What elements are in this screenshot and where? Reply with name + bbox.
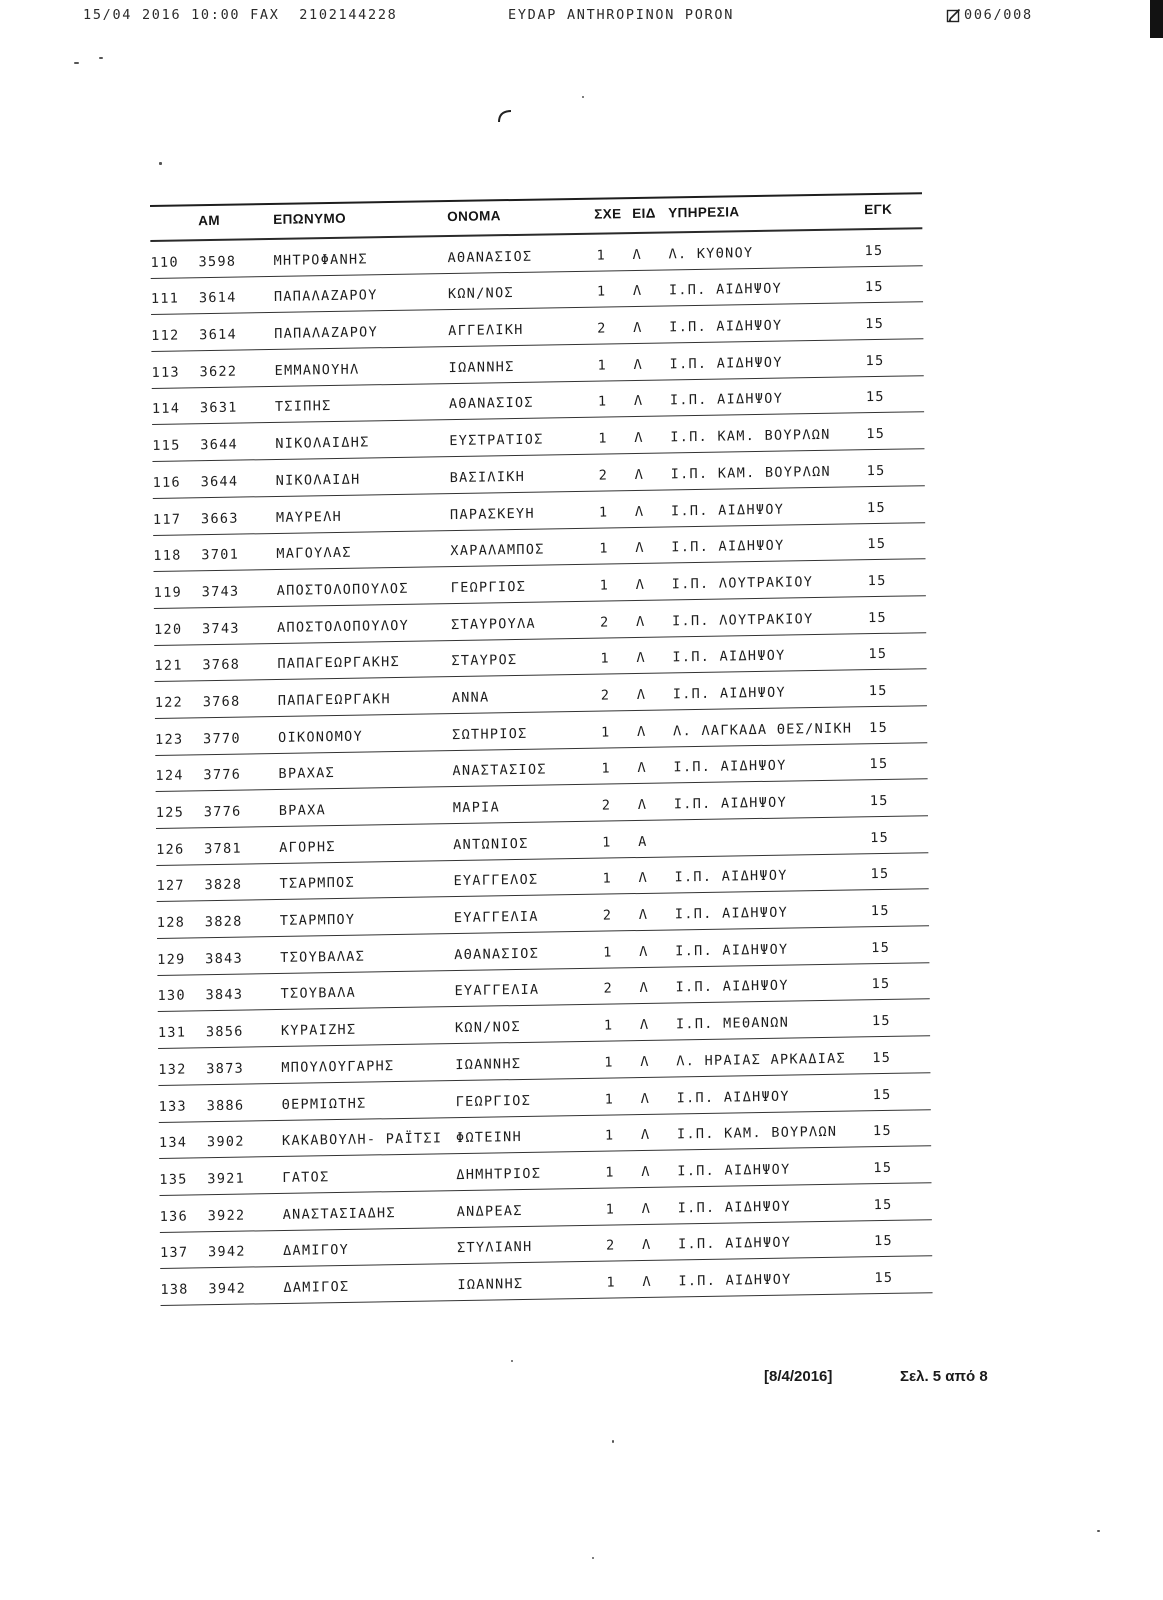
fax-organization: EYDAP ANTHROPINON PORON — [508, 7, 735, 23]
am-cell: 3873 — [206, 1060, 245, 1078]
first-name-cell: ΣΤΑΥΡΟΥΛΑ — [450, 615, 537, 633]
row-number: 135 — [159, 1171, 188, 1188]
surname-cell: ΑΓΟΡΗΣ — [279, 838, 336, 856]
am-cell: 3631 — [199, 400, 238, 417]
am-cell: 3743 — [201, 583, 240, 601]
service-cell: Ι.Π. ΑΙΔΗΨΟΥ — [676, 1088, 790, 1106]
egk-cell: 15 — [873, 1159, 893, 1177]
row-number: 112 — [151, 327, 180, 345]
first-name-cell: ΑΘΑΝΑΣΙΟΣ — [448, 395, 534, 413]
surname-cell: ΑΠΟΣΤΟΛΟΠΟΥΛΟΥ — [276, 617, 410, 636]
surname-cell: ΜΠΟΥΛΟΥΓΑΡΗΣ — [281, 1057, 395, 1076]
am-cell: 3598 — [198, 253, 237, 270]
first-name-cell: ΑΝΝΑ — [451, 689, 490, 707]
scan-speck — [1097, 1530, 1100, 1532]
row-number: 116 — [152, 474, 182, 491]
eid-cell: Λ — [633, 393, 644, 410]
am-cell: 3776 — [203, 766, 242, 784]
service-cell: Ι.Π. ΑΙΔΗΨΟΥ — [674, 867, 788, 886]
first-name-cell: ΔΗΜΗΤΡΙΟΣ — [456, 1165, 542, 1183]
row-number: 134 — [158, 1134, 188, 1152]
am-cell: 3843 — [205, 987, 244, 1004]
eid-cell: Λ — [640, 1090, 651, 1107]
service-cell: Ι.Π. ΑΙΔΗΨΟΥ — [672, 647, 786, 666]
eid-cell: Λ — [641, 1237, 652, 1254]
fax-page-icon — [946, 8, 961, 23]
first-name-cell: ΑΘΑΝΑΣΙΟΣ — [454, 945, 540, 963]
surname-cell: ΕΜΜΑΝΟΥΗΛ — [274, 361, 360, 379]
sxe-cell: 2 — [602, 907, 613, 924]
egk-cell: 15 — [868, 646, 888, 663]
surname-cell: ΠΑΠΑΓΕΩΡΓΑΚΗ — [277, 691, 391, 709]
sxe-cell: 1 — [602, 834, 612, 851]
fax-sender: 15/04 2016 10:00 FAX 2102144228 — [83, 7, 398, 23]
eid-cell: Λ — [635, 613, 646, 630]
service-cell — [674, 846, 870, 849]
surname-cell: ΑΠΟΣΤΟΛΟΠΟΥΛΟΣ — [276, 580, 409, 599]
eid-cell: Λ — [634, 466, 645, 483]
footer-page-number: Σελ. 5 από 8 — [900, 1368, 988, 1385]
scan-speck — [511, 1360, 513, 1362]
am-cell: 3843 — [205, 950, 244, 967]
eid-cell: Λ — [636, 686, 647, 703]
am-cell: 3776 — [203, 803, 242, 821]
sxe-cell: 1 — [603, 944, 613, 961]
service-cell: Ι.Π. ΑΙΔΗΨΟΥ — [673, 757, 787, 776]
surname-cell: ΠΑΠΑΛΑΖΑΡΟΥ — [274, 324, 379, 343]
am-cell: 3644 — [200, 436, 239, 454]
eid-cell: Λ — [634, 503, 645, 520]
service-cell: Ι.Π. ΚΑΜ. ΒΟΥΡΛΩΝ — [670, 426, 831, 446]
service-cell: Ι.Π. ΑΙΔΗΨΟΥ — [672, 684, 786, 703]
egk-cell: 15 — [870, 866, 890, 883]
am-cell: 3781 — [204, 840, 242, 857]
surname-cell: ΑΝΑΣΤΑΣΙΑΔΗΣ — [282, 1204, 396, 1223]
row-number: 137 — [159, 1244, 189, 1262]
eid-cell: Λ — [633, 356, 644, 373]
sxe-cell: 2 — [605, 1237, 616, 1254]
row-number: 123 — [155, 731, 184, 748]
am-cell: 3828 — [204, 876, 243, 894]
sxe-cell: 2 — [600, 687, 611, 704]
service-cell: Λ. ΗΡΑΙΑΣ ΑΡΚΑΔΙΑΣ — [676, 1050, 847, 1070]
service-cell: Λ. ΚΥΘΝΟΥ — [668, 244, 754, 263]
eid-cell: Λ — [636, 650, 646, 667]
first-name-cell: ΑΘΑΝΑΣΙΟΣ — [447, 248, 533, 266]
surname-cell: ΔΑΜΙΓΟΣ — [283, 1278, 350, 1296]
footer-date: [8/4/2016] — [764, 1368, 833, 1385]
first-name-cell: ΚΩΝ/ΝΟΣ — [447, 285, 514, 303]
scan-speck — [74, 62, 79, 64]
col-header-egk: ΕΓΚ — [864, 201, 893, 218]
surname-cell: ΜΑΓΟΥΛΑΣ — [276, 544, 352, 563]
am-cell: 3768 — [202, 693, 241, 711]
egk-cell: 15 — [865, 315, 885, 333]
am-cell: 3743 — [201, 620, 240, 637]
fax-page-counter — [946, 6, 1033, 24]
eid-cell: Λ — [641, 1163, 651, 1180]
col-header-am: ΑΜ — [198, 212, 221, 229]
am-cell: 3922 — [207, 1207, 246, 1224]
surname-cell: ΠΑΠΑΛΑΖΑΡΟΥ — [273, 287, 378, 306]
row-number: 118 — [153, 547, 182, 565]
service-cell: Ι.Π. ΑΙΔΗΨΟΥ — [669, 354, 783, 373]
eid-cell: Α — [638, 833, 648, 850]
staff-table — [150, 192, 933, 1306]
eid-cell: Λ — [632, 246, 643, 263]
first-name-cell: ΑΝΤΩΝΙΟΣ — [453, 835, 529, 853]
first-name-cell: ΕΥΑΓΓΕΛΙΑ — [453, 908, 539, 927]
sxe-cell: 1 — [603, 1017, 614, 1034]
surname-cell: ΤΣΟΥΒΑΛΑΣ — [280, 948, 366, 966]
scan-speck — [159, 162, 162, 165]
first-name-cell: ΓΕΩΡΓΙΟΣ — [450, 578, 527, 596]
col-header-eid: ΕΙΔ — [632, 205, 656, 222]
eid-cell: Λ — [634, 429, 644, 447]
sxe-cell: 1 — [601, 724, 611, 741]
col-header-surname: ΕΠΩΝΥΜΟ — [273, 210, 347, 227]
row-number: 138 — [160, 1281, 189, 1298]
surname-cell: ΒΡΑΧΑΣ — [278, 765, 336, 783]
am-cell: 3942 — [207, 1243, 246, 1261]
egk-cell: 15 — [872, 1086, 892, 1103]
col-header-sxe: ΣΧΕ — [594, 206, 622, 222]
sxe-cell: 1 — [601, 760, 611, 777]
am-cell: 3644 — [200, 473, 239, 491]
eid-cell: Λ — [639, 1016, 650, 1034]
egk-cell: 15 — [872, 1123, 892, 1140]
first-name-cell: ΙΩΑΝΝΗΣ — [455, 1055, 522, 1073]
eid-cell: Λ — [642, 1273, 652, 1290]
am-cell: 3828 — [204, 913, 243, 931]
service-cell: Λ. ΛΑΓΚΑΔΑ ΘΕΣ/ΝΙΚΗ — [673, 720, 853, 740]
first-name-cell: ΣΤΑΥΡΟΣ — [451, 652, 518, 670]
col-header-name: ΟΝΟΜΑ — [447, 208, 501, 225]
egk-cell: 15 — [870, 902, 890, 920]
service-cell: Ι.Π. ΑΙΔΗΨΟΥ — [678, 1271, 792, 1290]
service-cell: Ι.Π. ΑΙΔΗΨΟΥ — [670, 501, 785, 519]
first-name-cell: ΦΩΤΕΙΝΗ — [455, 1129, 523, 1147]
surname-cell: ΒΡΑΧΑ — [278, 802, 327, 819]
egk-cell: 15 — [869, 756, 889, 773]
egk-cell: 15 — [871, 976, 891, 993]
surname-cell: ΤΣΟΥΒΑΛΑ — [280, 985, 357, 1003]
service-cell: Ι.Π. ΑΙΔΗΨΟΥ — [674, 904, 789, 923]
row-number: 110 — [150, 254, 179, 271]
eid-cell: Λ — [639, 980, 650, 997]
sxe-cell: 2 — [603, 980, 614, 998]
first-name-cell: ΕΥΑΓΓΕΛΙΑ — [454, 982, 540, 1000]
first-name-cell: ΠΑΡΑΣΚΕΥΗ — [449, 505, 535, 523]
row-number: 130 — [157, 987, 186, 1005]
egk-cell: 15 — [864, 242, 884, 259]
service-cell: Ι.Π. ΑΙΔΗΨΟΥ — [675, 977, 789, 996]
service-cell: Ι.Π. ΑΙΔΗΨΟΥ — [669, 317, 783, 336]
first-name-cell: ΑΝΔΡΕΑΣ — [456, 1202, 523, 1220]
service-cell: Ι.Π. ΛΟΥΤΡΑΚΙΟΥ — [671, 573, 814, 593]
service-cell: Ι.Π. ΑΙΔΗΨΟΥ — [677, 1234, 792, 1253]
row-number: 117 — [152, 511, 182, 528]
eid-cell: Λ — [638, 906, 649, 924]
eid-cell: Λ — [640, 1053, 650, 1070]
egk-cell: 15 — [867, 609, 888, 626]
sxe-cell: 1 — [599, 577, 610, 594]
service-cell: Ι.Π. ΛΟΥΤΡΑΚΙΟΥ — [671, 610, 814, 629]
am-cell: 3770 — [203, 730, 241, 747]
fax-header — [0, 6, 1163, 24]
am-cell: 3942 — [208, 1280, 247, 1298]
row-number: 136 — [159, 1208, 189, 1225]
sxe-cell: 1 — [606, 1274, 616, 1291]
eid-cell: Λ — [641, 1200, 652, 1217]
row-number: 129 — [157, 951, 186, 968]
row-number: 121 — [154, 657, 183, 675]
am-cell: 3768 — [202, 656, 241, 674]
first-name-cell: ΑΓΓΕΛΙΚΗ — [448, 321, 524, 340]
row-number: 119 — [153, 584, 183, 601]
service-cell: Ι.Π. ΚΑΜ. ΒΟΥΡΛΩΝ — [676, 1123, 838, 1143]
scan-speck — [592, 1557, 594, 1559]
egk-cell: 15 — [867, 572, 887, 590]
am-cell: 3921 — [207, 1170, 246, 1188]
first-name-cell: ΧΑΡΑΛΑΜΠΟΣ — [450, 541, 545, 560]
egk-cell: 15 — [872, 1049, 892, 1066]
first-name-cell: ΓΕΩΡΓΙΟΣ — [455, 1092, 532, 1110]
eid-cell: Λ — [638, 870, 649, 887]
egk-cell: 15 — [867, 536, 887, 553]
sxe-cell: 1 — [604, 1090, 615, 1108]
egk-cell: 15 — [866, 425, 886, 443]
surname-cell: ΤΣΙΠΗΣ — [274, 398, 332, 416]
surname-cell: ΓΑΤΟΣ — [282, 1169, 330, 1186]
row-number: 124 — [155, 767, 184, 785]
am-cell: 3614 — [199, 326, 238, 344]
scan-speck — [582, 96, 584, 98]
surname-cell: ΤΣΑΡΜΠΟΣ — [279, 875, 356, 893]
sxe-cell: 1 — [598, 503, 609, 521]
sxe-cell: 2 — [599, 614, 610, 631]
am-cell: 3856 — [205, 1023, 244, 1041]
sxe-cell: 1 — [602, 870, 613, 887]
row-number: 122 — [154, 694, 184, 711]
egk-cell: 15 — [873, 1233, 893, 1250]
first-name-cell: ΑΝΑΣΤΑΣΙΟΣ — [452, 761, 547, 780]
service-cell: Ι.Π. ΑΙΔΗΨΟΥ — [677, 1161, 791, 1180]
eid-cell: Λ — [633, 319, 643, 337]
surname-cell: ΜΗΤΡΟΦΑΝΗΣ — [273, 251, 368, 269]
row-number: 132 — [158, 1061, 187, 1078]
col-header-service: ΥΠΗΡΕΣΙΑ — [668, 204, 740, 221]
am-cell: 3614 — [198, 289, 237, 307]
egk-cell: 15 — [868, 682, 888, 700]
first-name-cell: ΙΩΑΝΝΗΣ — [448, 358, 515, 376]
scan-mark — [496, 107, 514, 124]
eid-cell: Λ — [637, 760, 647, 777]
first-name-cell: ΣΩΤΗΡΙΟΣ — [452, 725, 528, 743]
eid-cell: Λ — [635, 540, 645, 557]
sxe-cell: 2 — [601, 797, 612, 814]
service-cell: Ι.Π. ΑΙΔΗΨΟΥ — [673, 794, 788, 813]
egk-cell: 15 — [866, 499, 886, 516]
sxe-cell: 1 — [596, 247, 607, 264]
am-cell: 3902 — [206, 1133, 245, 1151]
service-cell: Ι.Π. ΚΑΜ. ΒΟΥΡΛΩΝ — [670, 463, 832, 483]
sxe-cell: 1 — [598, 430, 608, 447]
first-name-cell: ΕΥΑΓΓΕΛΟΣ — [453, 872, 539, 890]
am-cell: 3622 — [199, 363, 238, 380]
surname-cell: ΔΑΜΙΓΟΥ — [282, 1242, 350, 1260]
egk-cell: 15 — [874, 1269, 894, 1287]
first-name-cell: ΚΩΝ/ΝΟΣ — [454, 1019, 522, 1037]
egk-cell: 15 — [865, 389, 885, 406]
row-number: 120 — [153, 621, 183, 638]
row-number: 113 — [151, 364, 180, 381]
eid-cell: Λ — [637, 723, 647, 740]
surname-cell: ΝΙΚΟΛΑΙΔΗ — [275, 471, 361, 489]
first-name-cell: ΒΑΣΙΛΙΚΗ — [449, 468, 526, 486]
sxe-cell: 1 — [597, 393, 608, 411]
egk-cell: 15 — [866, 462, 886, 479]
surname-cell: ΘΕΡΜΙΩΤΗΣ — [281, 1095, 367, 1113]
eid-cell: Λ — [640, 1127, 651, 1144]
row-number: 133 — [158, 1098, 188, 1115]
eid-cell: Λ — [632, 283, 643, 300]
table-body — [150, 229, 932, 1306]
first-name-cell: ΜΑΡΙΑ — [452, 799, 501, 817]
surname-cell: ΠΑΠΑΓΕΩΡΓΑΚΗΣ — [277, 654, 401, 673]
sxe-cell: 1 — [604, 1054, 614, 1071]
row-number: 111 — [150, 290, 180, 308]
egk-cell: 15 — [865, 352, 885, 369]
egk-cell: 15 — [869, 719, 889, 736]
row-number: 127 — [156, 877, 185, 895]
service-cell: Ι.Π. ΑΙΔΗΨΟΥ — [675, 941, 789, 960]
row-number: 128 — [156, 914, 186, 932]
service-cell: Ι.Π. ΑΙΔΗΨΟΥ — [669, 390, 784, 409]
row-number: 131 — [157, 1024, 187, 1042]
scan-speck — [612, 1440, 614, 1443]
surname-cell: ΤΣΑΡΜΠΟΥ — [279, 911, 356, 930]
eid-cell: Λ — [639, 943, 649, 960]
first-name-cell: ΕΥΣΤΡΑΤΙΟΣ — [449, 431, 544, 450]
surname-cell: ΟΙΚΟΝΟΜΟΥ — [278, 728, 364, 746]
service-cell: Ι.Π. ΑΙΔΗΨΟΥ — [668, 280, 783, 299]
sxe-cell: 1 — [597, 357, 608, 374]
service-cell: Ι.Π. ΑΙΔΗΨΟΥ — [677, 1198, 791, 1216]
sxe-cell: 2 — [598, 467, 609, 484]
sxe-cell: 1 — [599, 540, 609, 557]
am-cell: 3886 — [206, 1097, 245, 1114]
surname-cell: ΚΑΚΑΒΟΥΛΗ- ΡΑΪΤΣΙ — [281, 1130, 443, 1150]
surname-cell: ΝΙΚΟΛΑΙΔΗΣ — [275, 434, 370, 453]
row-number: 125 — [155, 804, 185, 821]
egk-cell: 15 — [871, 1012, 891, 1030]
fax-page-number: 006/008 — [964, 7, 1033, 23]
am-cell: 3701 — [201, 546, 240, 564]
egk-cell: 15 — [869, 792, 889, 810]
egk-cell: 15 — [873, 1196, 893, 1213]
egk-cell: 15 — [870, 829, 890, 846]
row-number: 126 — [156, 841, 185, 858]
first-name-cell: ΙΩΑΝΝΗΣ — [457, 1275, 524, 1294]
eid-cell: Λ — [635, 576, 646, 593]
sxe-cell: 1 — [604, 1127, 615, 1144]
sxe-cell: 1 — [605, 1201, 616, 1218]
sxe-cell: 2 — [597, 320, 607, 337]
egk-cell: 15 — [864, 279, 884, 296]
eid-cell: Λ — [637, 796, 648, 814]
sxe-cell: 1 — [596, 283, 607, 300]
first-name-cell: ΣΤΥΛΙΑΝΗ — [456, 1239, 533, 1257]
surname-cell: ΚΥΡΑΙΖΗΣ — [280, 1021, 357, 1040]
sxe-cell: 1 — [605, 1164, 615, 1181]
am-cell: 3663 — [200, 510, 239, 527]
row-number: 115 — [152, 437, 181, 455]
service-cell: Ι.Π. ΜΕΘΑΝΩΝ — [675, 1014, 790, 1033]
service-cell: Ι.Π. ΑΙΔΗΨΟΥ — [671, 537, 785, 556]
scan-speck — [99, 57, 103, 59]
surname-cell: ΜΑΥΡΕΛΗ — [275, 508, 343, 526]
sxe-cell: 1 — [600, 650, 610, 667]
egk-cell: 15 — [871, 939, 891, 956]
row-number: 114 — [151, 400, 181, 418]
